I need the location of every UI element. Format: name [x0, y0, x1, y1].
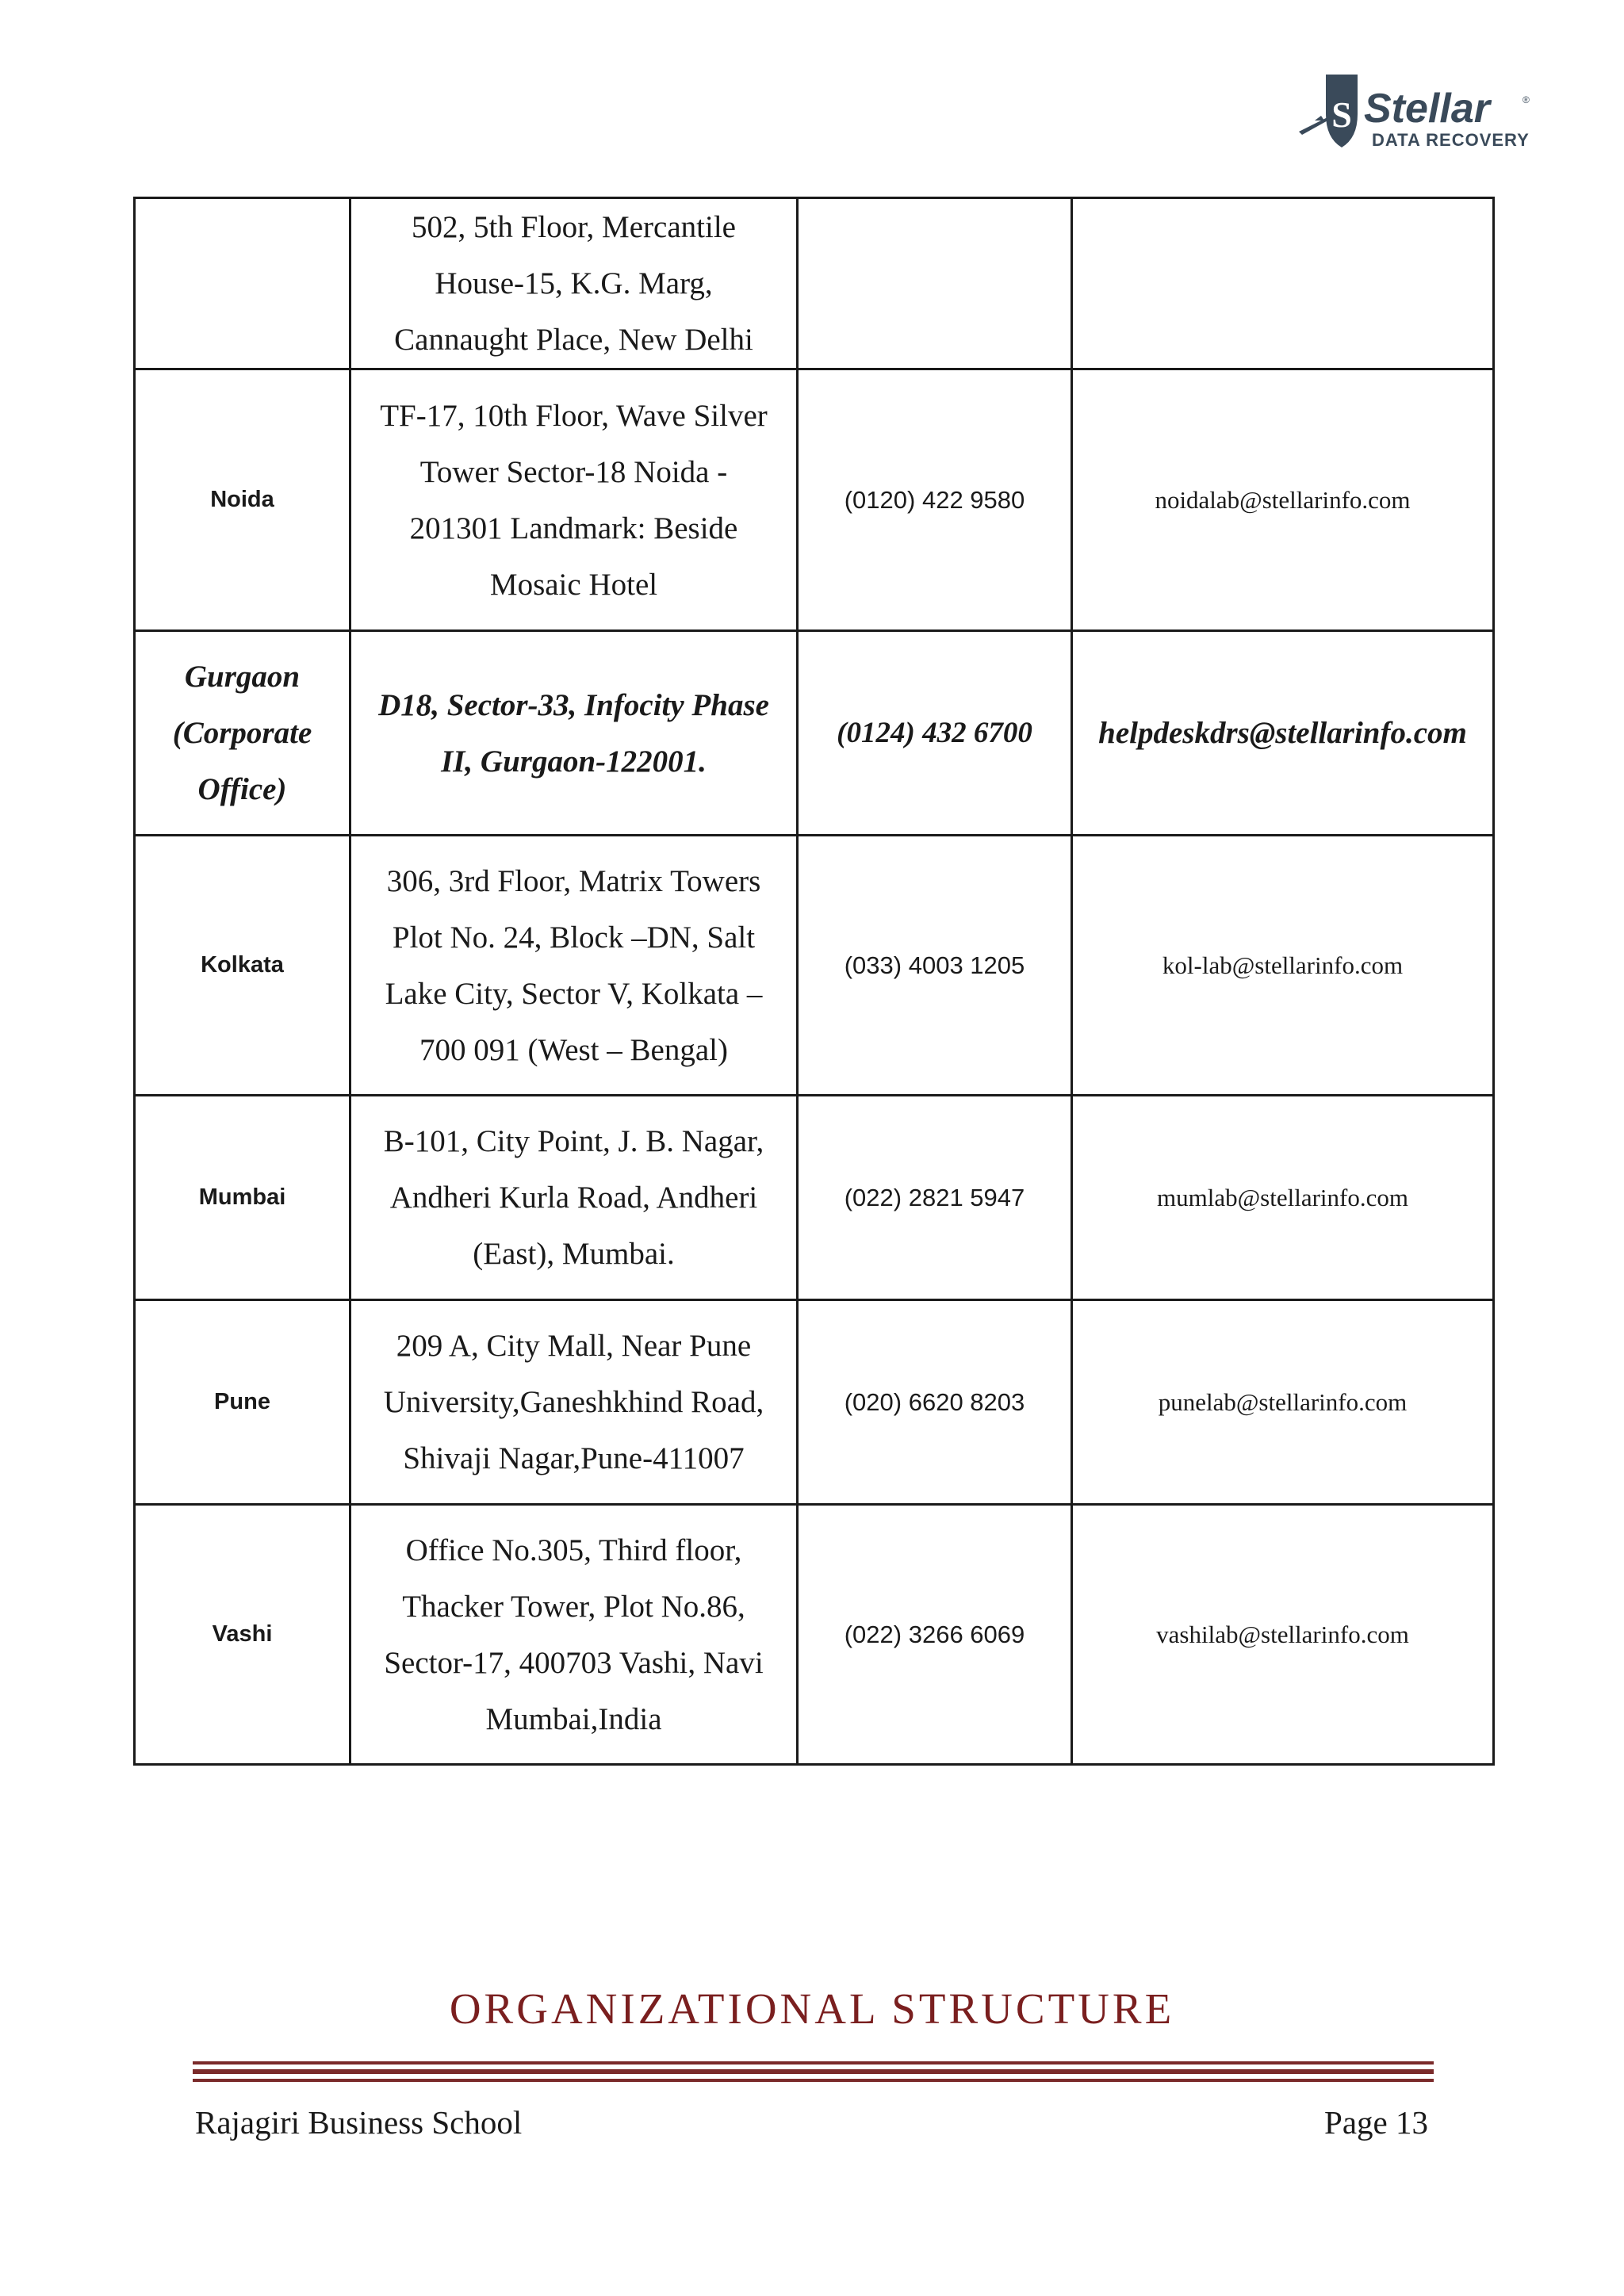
phone-cell: (022) 3266 6069	[798, 1505, 1072, 1765]
office-locations-table	[133, 197, 1495, 1766]
address-cell: 209 A, City Mall, Near Pune University,Ganeshkhind Road, Shivaji Nagar,Pune-411007	[350, 1300, 798, 1505]
address-cell: B-101, City Point, J. B. Nagar, Andheri Kurla Road, Andheri (East), Mumbai.	[350, 1096, 798, 1300]
address-cell: TF-17, 10th Floor, Wave Silver Tower Sector-18 Noida - 201301 Landmark: Beside Mosaic Hotel	[350, 369, 798, 631]
city-cell: Gurgaon (Corporate Office)	[135, 631, 350, 836]
footer-divider	[193, 2069, 1434, 2074]
svg-text:DATA RECOVERY: DATA RECOVERY	[1372, 130, 1530, 150]
city-cell: Mumbai	[135, 1096, 350, 1300]
city-cell: Vashi	[135, 1505, 350, 1765]
email-link[interactable]: vashilab@stellarinfo.com	[1072, 1505, 1494, 1765]
email-link[interactable]: mumlab@stellarinfo.com	[1072, 1096, 1494, 1300]
phone-cell: (020) 6620 8203	[798, 1300, 1072, 1505]
stellar-logo	[1293, 68, 1546, 163]
table-row	[135, 631, 1494, 836]
svg-text:Stellar: Stellar	[1364, 86, 1490, 132]
phone-cell	[798, 198, 1072, 369]
city-cell	[135, 198, 350, 369]
footer-school-name: Rajagiri Business School	[195, 2104, 523, 2141]
address-cell: Office No.305, Third floor, Thacker Tower, Plot No.86, Sector-17, 400703 Vashi, Navi Mumbai,India	[350, 1505, 798, 1765]
address-cell: 502, 5th Floor, Mercantile House-15, K.G. Marg, Cannaught Place, New Delhi	[350, 198, 798, 369]
table-row	[135, 369, 1494, 631]
email-cell	[1072, 198, 1494, 369]
phone-cell: (022) 2821 5947	[798, 1096, 1072, 1300]
email-link[interactable]: kol-lab@stellarinfo.com	[1072, 836, 1494, 1096]
section-title: ORGANIZATIONAL STRUCTURE	[449, 1984, 1175, 2033]
table-row	[135, 1096, 1494, 1300]
footer-divider	[193, 2079, 1434, 2082]
footer-divider	[193, 2061, 1434, 2064]
page-number: Page 13	[1324, 2104, 1428, 2141]
phone-cell: (0124) 432 6700	[798, 631, 1072, 836]
svg-text:®: ®	[1522, 94, 1530, 105]
city-cell: Pune	[135, 1300, 350, 1505]
email-link[interactable]: noidalab@stellarinfo.com	[1072, 369, 1494, 631]
phone-cell: (0120) 422 9580	[798, 369, 1072, 631]
phone-cell: (033) 4003 1205	[798, 836, 1072, 1096]
table-row	[135, 1300, 1494, 1505]
address-cell: D18, Sector-33, Infocity Phase II, Gurgaon-122001.	[350, 631, 798, 836]
city-cell: Noida	[135, 369, 350, 631]
city-cell: Kolkata	[135, 836, 350, 1096]
table-row	[135, 198, 1494, 369]
table-row	[135, 836, 1494, 1096]
table-row	[135, 1505, 1494, 1765]
email-link[interactable]: punelab@stellarinfo.com	[1072, 1300, 1494, 1505]
email-link[interactable]: helpdeskdrs@stellarinfo.com	[1072, 631, 1494, 836]
svg-text:S: S	[1331, 94, 1352, 135]
address-cell: 306, 3rd Floor, Matrix Towers Plot No. 24, Block –DN, Salt Lake City, Sector V, Kolkata – 700 091 (West – Bengal)	[350, 836, 798, 1096]
